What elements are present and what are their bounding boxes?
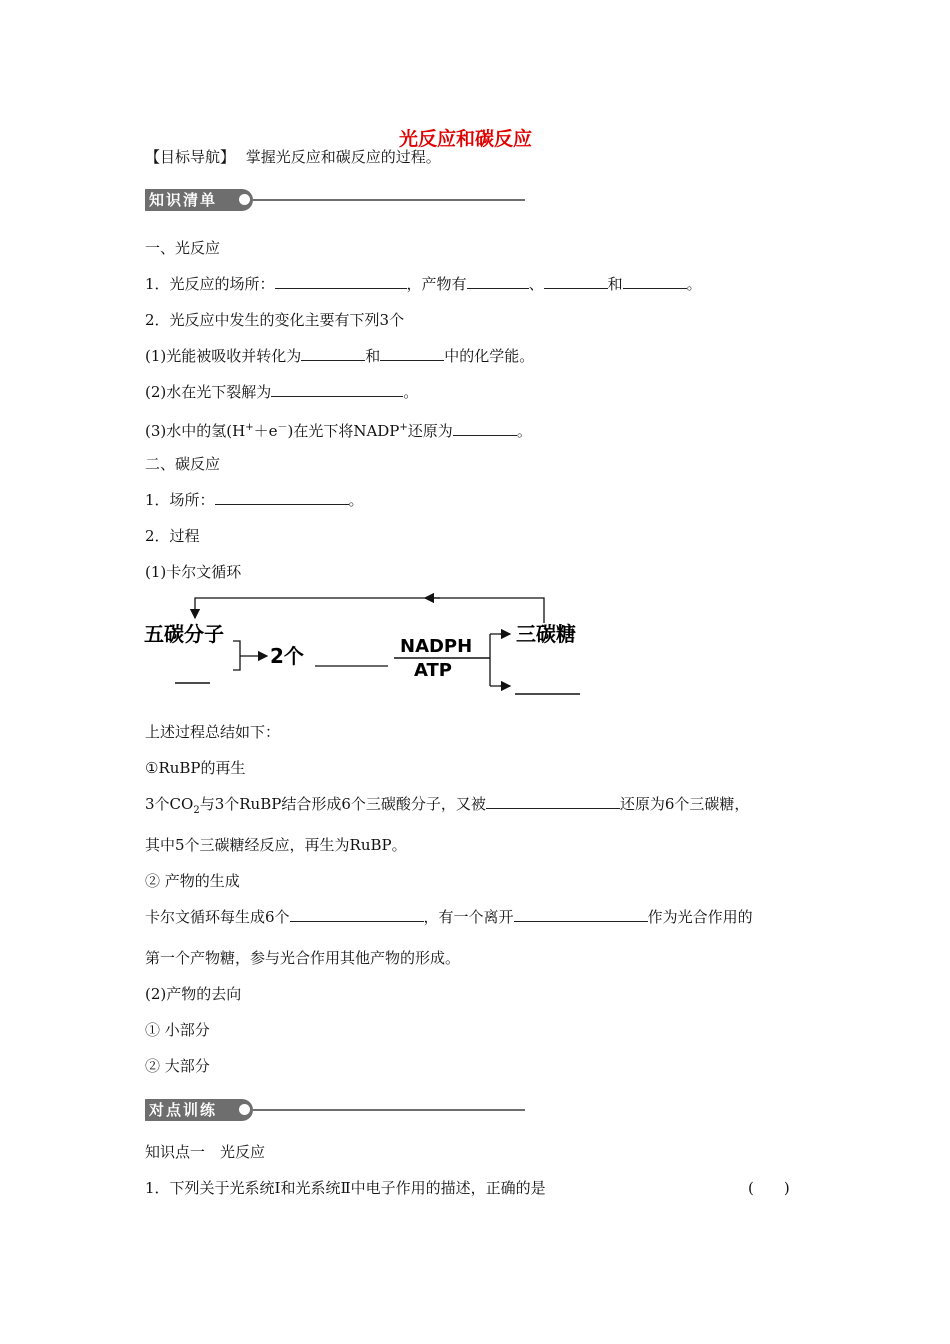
regen-line [145, 794, 749, 821]
answer-blank[interactable] [486, 794, 620, 809]
answer-paren[interactable]: ( ) [748, 1179, 790, 1197]
light-q2-1-end: 中的化学能。 [444, 347, 535, 365]
light-q1-prefix: 1．光反应的场所： [145, 275, 275, 293]
banner-dot-icon [239, 194, 250, 205]
answer-blank[interactable] [623, 274, 687, 289]
regen-line-2: 其中5个三碳糖经反应，再生为RuBP。 [145, 836, 407, 854]
light-heading: 一、光反应 [145, 239, 221, 257]
two-count-label: 2个 [270, 644, 304, 668]
answer-blank[interactable] [467, 274, 529, 289]
answer-blank[interactable] [275, 274, 407, 289]
light-q2: 2．光反应中发生的变化主要有下列3个 [145, 311, 405, 329]
dark-q1 [145, 490, 364, 510]
goal-label: 【目标导航】 [145, 148, 236, 166]
light-q2-1-prefix: (1)光能被吸收并转化为 [145, 347, 302, 365]
regen-text-c: 还原为6个三碳糖， [619, 795, 750, 813]
light-q1 [145, 274, 702, 294]
light-q1-and: 和 [607, 275, 623, 293]
g3p-label: 三碳糖 [516, 622, 576, 646]
superscript: + [245, 422, 254, 433]
cycle-return-arrow [195, 598, 544, 623]
banner-dot-icon [239, 1104, 250, 1115]
goal-line [145, 147, 441, 167]
practice-banner-label: 对点训练 [145, 1099, 253, 1121]
regen-title: ①RuBP的再生 [145, 759, 246, 777]
fate-title: (2)产物的去向 [145, 985, 242, 1003]
light-q1-sep: 、 [528, 275, 544, 293]
light-q2-3-end: 。 [516, 422, 532, 440]
answer-blank[interactable] [290, 907, 424, 922]
calvin-cycle-diagram [140, 590, 600, 702]
superscript: － [277, 422, 288, 433]
light-q1-mid: ，产物有 [406, 275, 467, 293]
light-q2-3-c: )在光下将NADP [287, 422, 400, 440]
light-q2-2-prefix: (2)水在光下裂解为 [145, 383, 272, 401]
atp-label: ATP [414, 660, 453, 681]
dark-q1-prefix: 1．场所： [145, 491, 215, 509]
light-q2-3-a: (3)水中的氢(H [145, 422, 246, 440]
branch-bracket [490, 634, 508, 686]
practice-point: 知识点一 光反应 [145, 1143, 266, 1161]
fate-small: ① 小部分 [145, 1021, 210, 1039]
answer-blank[interactable] [514, 907, 648, 922]
light-q2-3 [145, 418, 532, 441]
knowledge-banner-label: 知识清单 [145, 189, 253, 211]
answer-blank[interactable] [453, 421, 517, 436]
answer-blank[interactable] [271, 382, 403, 397]
light-q2-1 [145, 346, 534, 366]
rubp-label: 五碳分子 [144, 622, 224, 646]
product-line [145, 907, 753, 927]
dark-q2: 2．过程 [145, 527, 200, 545]
answer-blank[interactable] [215, 490, 349, 505]
light-q2-2-end: 。 [403, 383, 419, 401]
answer-blank[interactable] [544, 274, 608, 289]
page-title: 光反应和碳反应 [399, 128, 533, 150]
fate-large: ② 大部分 [145, 1057, 210, 1075]
product-text-c: 作为光合作用的 [647, 908, 753, 926]
dark-heading: 二、碳反应 [145, 455, 221, 473]
nadph-label: NADPH [400, 636, 473, 657]
light-q2-2 [145, 382, 418, 402]
product-text-a: 卡尔文循环每生成6个 [145, 908, 290, 926]
dark-q2-1: (1)卡尔文循环 [145, 563, 242, 581]
dark-q1-end: 。 [348, 491, 364, 509]
bracket-arrow-left [233, 641, 267, 670]
practice-q1: 1．下列关于光系统Ⅰ和光系统Ⅱ中电子作用的描述，正确的是 [145, 1179, 546, 1197]
product-title: ② 产物的生成 [145, 872, 240, 890]
goal-text: 掌握光反应和碳反应的过程。 [245, 148, 441, 166]
product-line-2: 第一个产物糖，参与光合作用其他产物的形成。 [145, 949, 461, 967]
summary-line: 上述过程总结如下： [145, 723, 281, 741]
answer-blank[interactable] [301, 346, 365, 361]
banner-rule [253, 1109, 525, 1111]
light-q2-3-d: 还原为 [407, 422, 453, 440]
regen-text-b: 与3个RuBP结合形成6个三碳酸分子，又被 [199, 795, 486, 813]
light-q1-end: 。 [686, 275, 702, 293]
subscript: 2 [193, 805, 200, 816]
regen-text-a: 3个CO [145, 795, 194, 813]
banner-rule [253, 199, 525, 201]
product-text-b: ，有一个离开 [423, 908, 514, 926]
answer-blank[interactable] [380, 346, 444, 361]
light-q2-3-b: ＋e [253, 422, 278, 440]
superscript: + [399, 422, 408, 433]
light-q2-1-and: 和 [365, 347, 381, 365]
